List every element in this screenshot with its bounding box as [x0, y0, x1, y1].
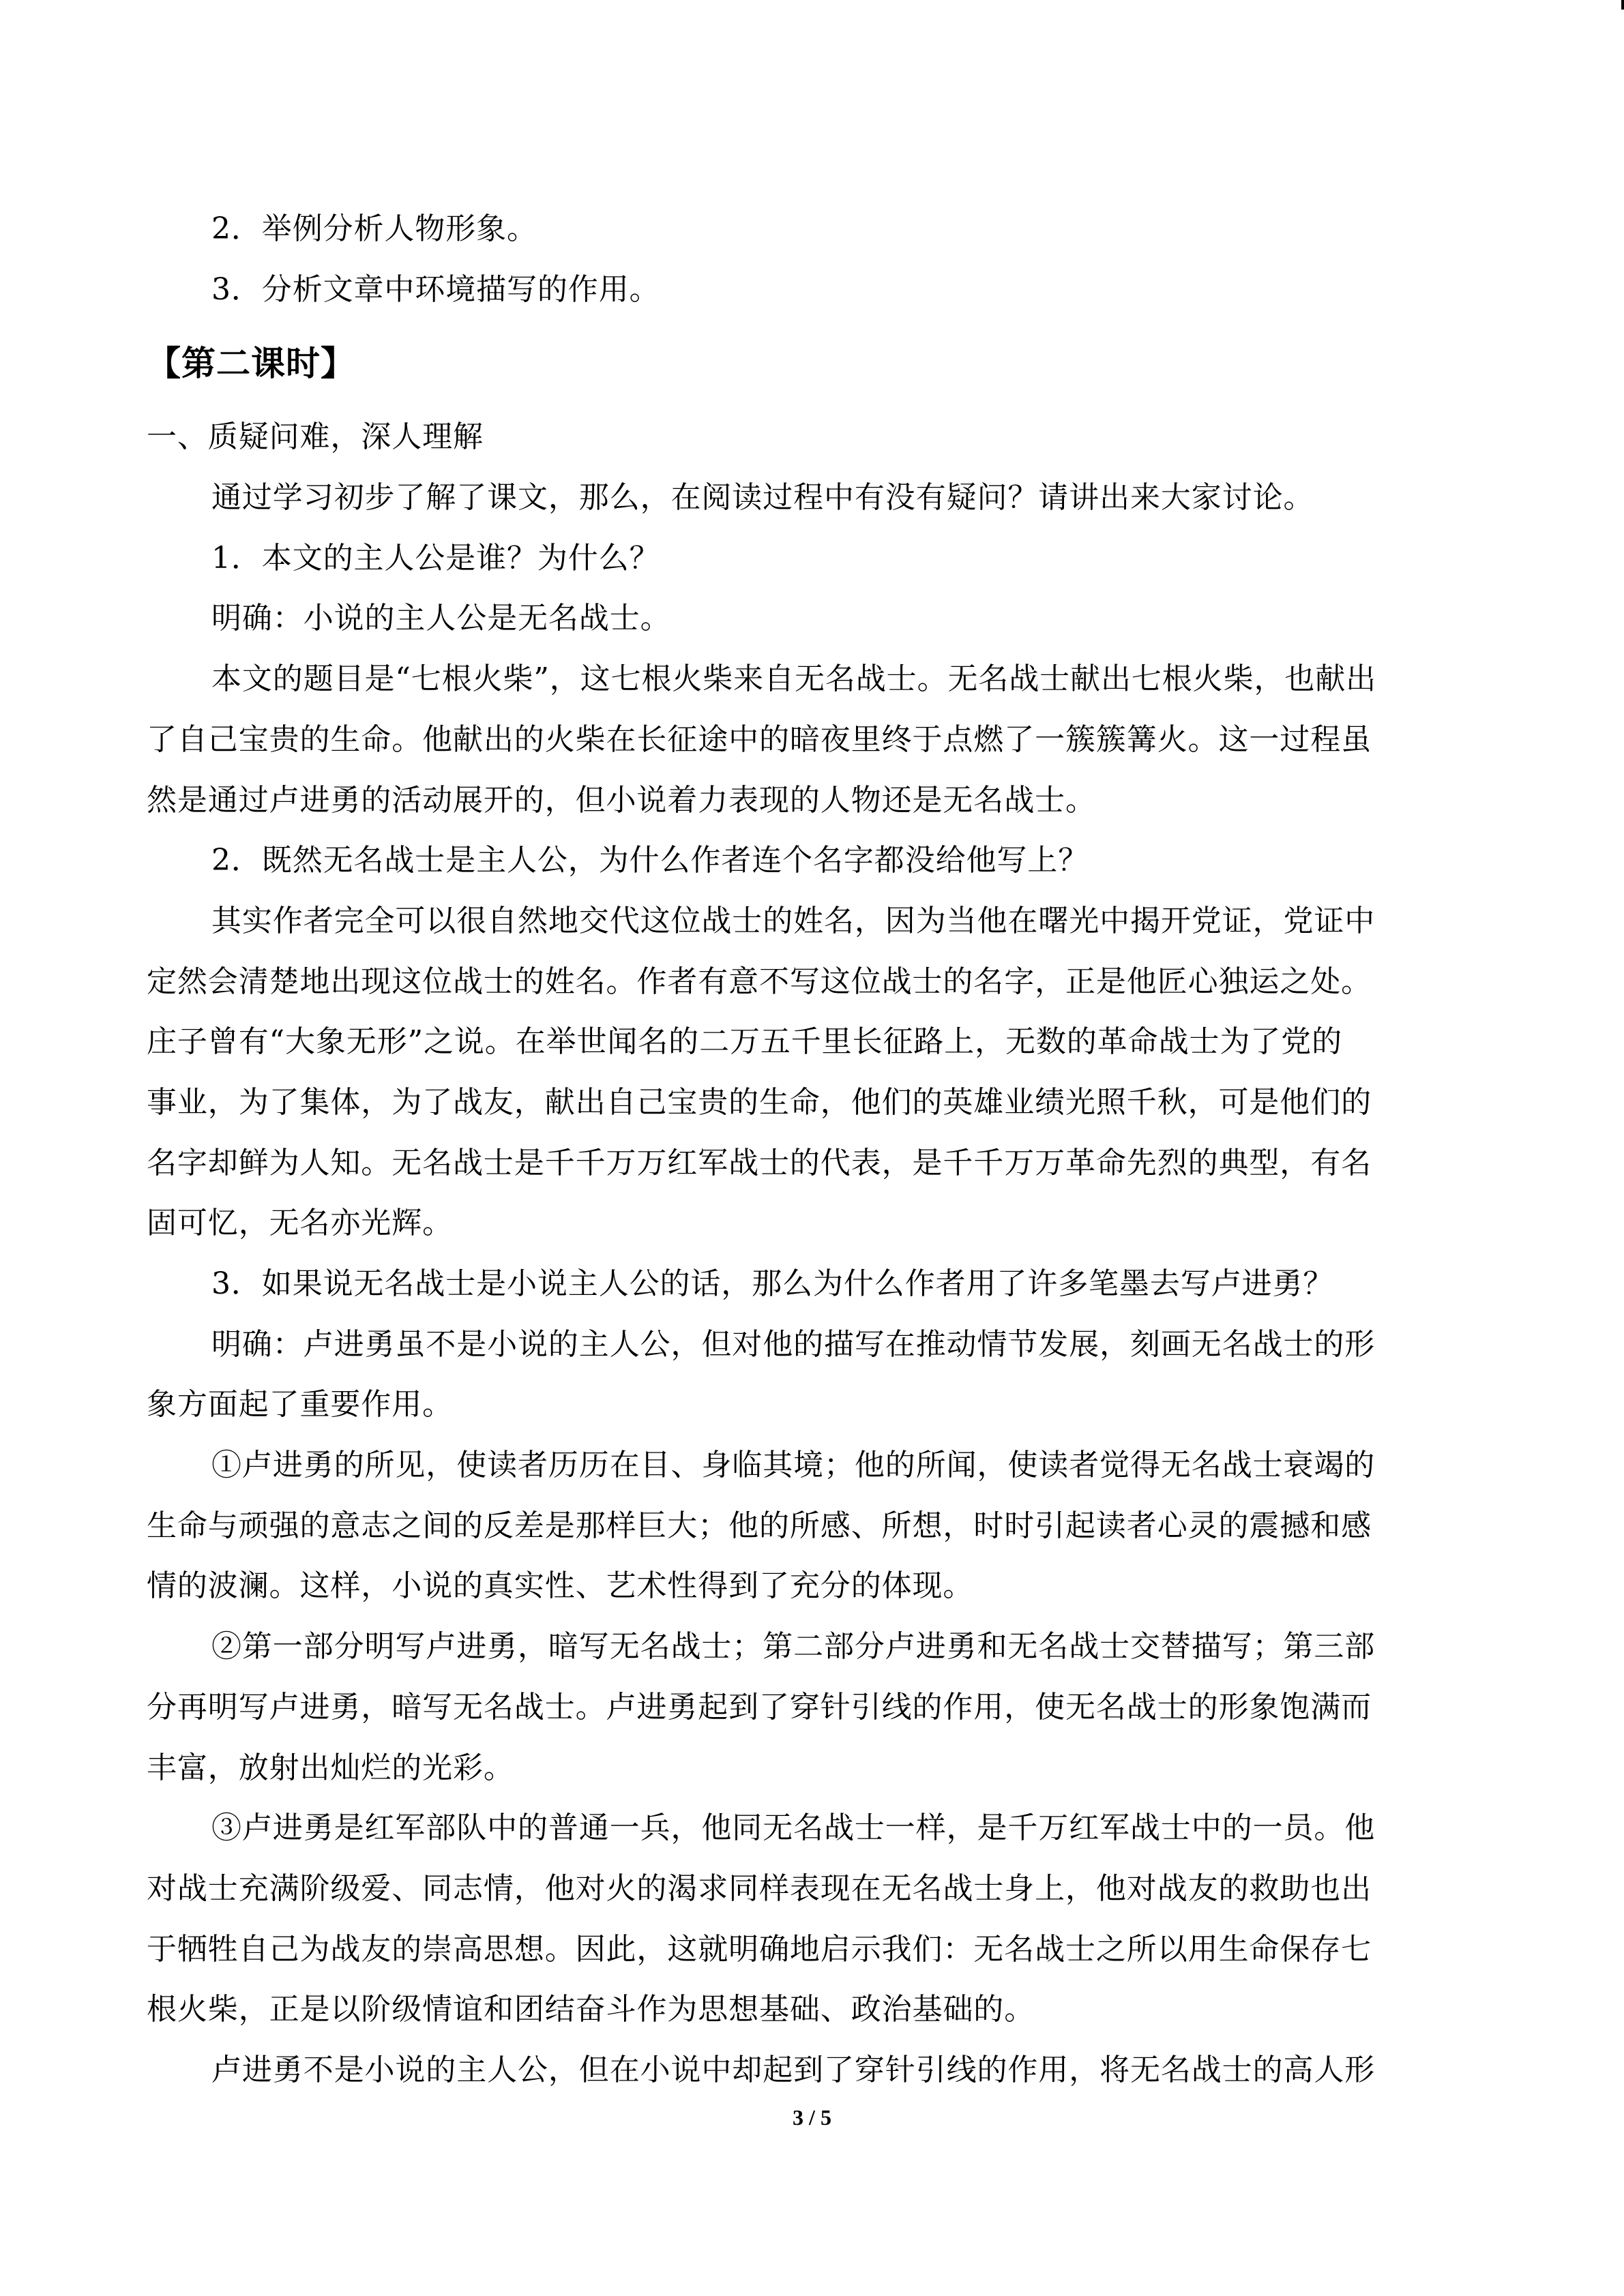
intro-paragraph: 通过学习初步了解了课文，那么，在阅读过程中有没有疑问？请讲出来大家讨论。 [211, 480, 1314, 516]
paragraph-line: 庄子曾有“大象无形”之说。在举世闻名的二万五千里长征路上，无数的革命战士为了党的 [147, 1024, 1342, 1060]
point-3-paragraph [147, 1798, 1477, 2040]
paragraph-line: 分再明写卢进勇，暗写无名战士。卢进勇起到了穿针引线的作用，使无名战士的形象饱满而 [147, 1689, 1372, 1725]
paragraph-line: 了自己宝贵的生命。他献出的火柴在长征途中的暗夜里终于点燃了一簇簇篝火。这一过程虽 [147, 721, 1372, 757]
paragraph-line: ②第一部分明写卢进勇，暗写无名战士；第二部分卢进勇和无名战士交替描写；第三部 [211, 1629, 1376, 1665]
paragraph-nameless-explanation [147, 891, 1477, 1254]
paragraph-line: 名字却鲜为人知。无名战士是千千万万红军战士的代表，是千千万万革命先烈的典型，有名 [147, 1145, 1372, 1180]
question-2: 2．既然无名战士是主人公，为什么作者连个名字都没给他写上？ [211, 843, 1089, 878]
lesson-heading: 【第二课时】 [147, 344, 355, 384]
question-1: 1．本文的主人公是谁？为什么？ [211, 540, 660, 576]
closing-paragraph: 卢进勇不是小说的主人公，但在小说中却起到了穿针引线的作用，将无名战士的高人形 [211, 2052, 1376, 2087]
paragraph-line: 丰富，放射出灿烂的光彩。 [147, 1750, 514, 1785]
page-number: 3 / 5 [793, 2105, 831, 2130]
paragraph-line: 然是通过卢进勇的活动展开的，但小说着力表现的人物还是无名战士。 [147, 782, 1096, 818]
paragraph-line: 情的波澜。这样，小说的真实性、艺术性得到了充分的体现。 [147, 1568, 974, 1604]
paragraph-line: 明确：卢进勇虽不是小说的主人公，但对他的描写在推动情节发展，刻画无名战士的形 [211, 1326, 1376, 1362]
paragraph-line: 其实作者完全可以很自然地交代这位战士的姓名，因为当他在曙光中揭开党证，党证中 [211, 903, 1376, 938]
page-corner-rule [1621, 0, 1624, 10]
paragraph-line: 事业，为了集体，为了战友，献出自己宝贵的生命，他们的英雄业绩光照千秋，可是他们的 [147, 1084, 1372, 1120]
objective-item-3: 3．分析文章中环境描写的作用。 [211, 271, 660, 307]
paragraph-title-explanation [147, 649, 1477, 831]
paragraph-line: 象方面起了重要作用。 [147, 1387, 453, 1422]
paragraph-line: 固可忆，无名亦光辉。 [147, 1206, 453, 1241]
answer-1: 明确：小说的主人公是无名战士。 [211, 601, 671, 636]
section-heading: 一、质疑问难，深人理解 [147, 419, 484, 455]
objective-item-2: 2．举例分析人物形象。 [211, 211, 537, 246]
paragraph-line: 本文的题目是“七根火柴”，这七根火柴来自无名战士。无名战士献出七根火柴，也献出 [211, 661, 1377, 697]
answer-3 [147, 1315, 1477, 1435]
paragraph-line: ①卢进勇的所见，使读者历历在目、身临其境；他的所闻，使读者觉得无名战士衰竭的 [211, 1448, 1376, 1483]
paragraph-line: 根火柴，正是以阶级情谊和团结奋斗作为思想基础、政治基础的。 [147, 1992, 1035, 2027]
paragraph-line: 对战士充满阶级爱、同志情，他对火的渴求同样表现在无名战士身上，他对战友的救助也出 [147, 1870, 1372, 1906]
document-page [147, 199, 1477, 2101]
point-1-paragraph [147, 1435, 1477, 1617]
point-2-paragraph [147, 1617, 1477, 1798]
paragraph-line: ③卢进勇是红军部队中的普通一兵，他同无名战士一样，是千万红军战士中的一员。他 [211, 1810, 1376, 1846]
paragraph-line: 于牺牲自己为战友的崇高思想。因此，这就明确地启示我们：无名战士之所以用生命保存七 [147, 1931, 1372, 1967]
paragraph-line: 定然会清楚地出现这位战士的姓名。作者有意不写这位战士的名字，正是他匠心独运之处。 [147, 964, 1372, 999]
paragraph-line: 生命与顽强的意志之间的反差是那样巨大；他的所感、所想，时时引起读者心灵的震撼和感 [147, 1508, 1372, 1543]
question-3: 3．如果说无名战士是小说主人公的话，那么为什么作者用了许多笔墨去写卢进勇？ [211, 1266, 1334, 1301]
